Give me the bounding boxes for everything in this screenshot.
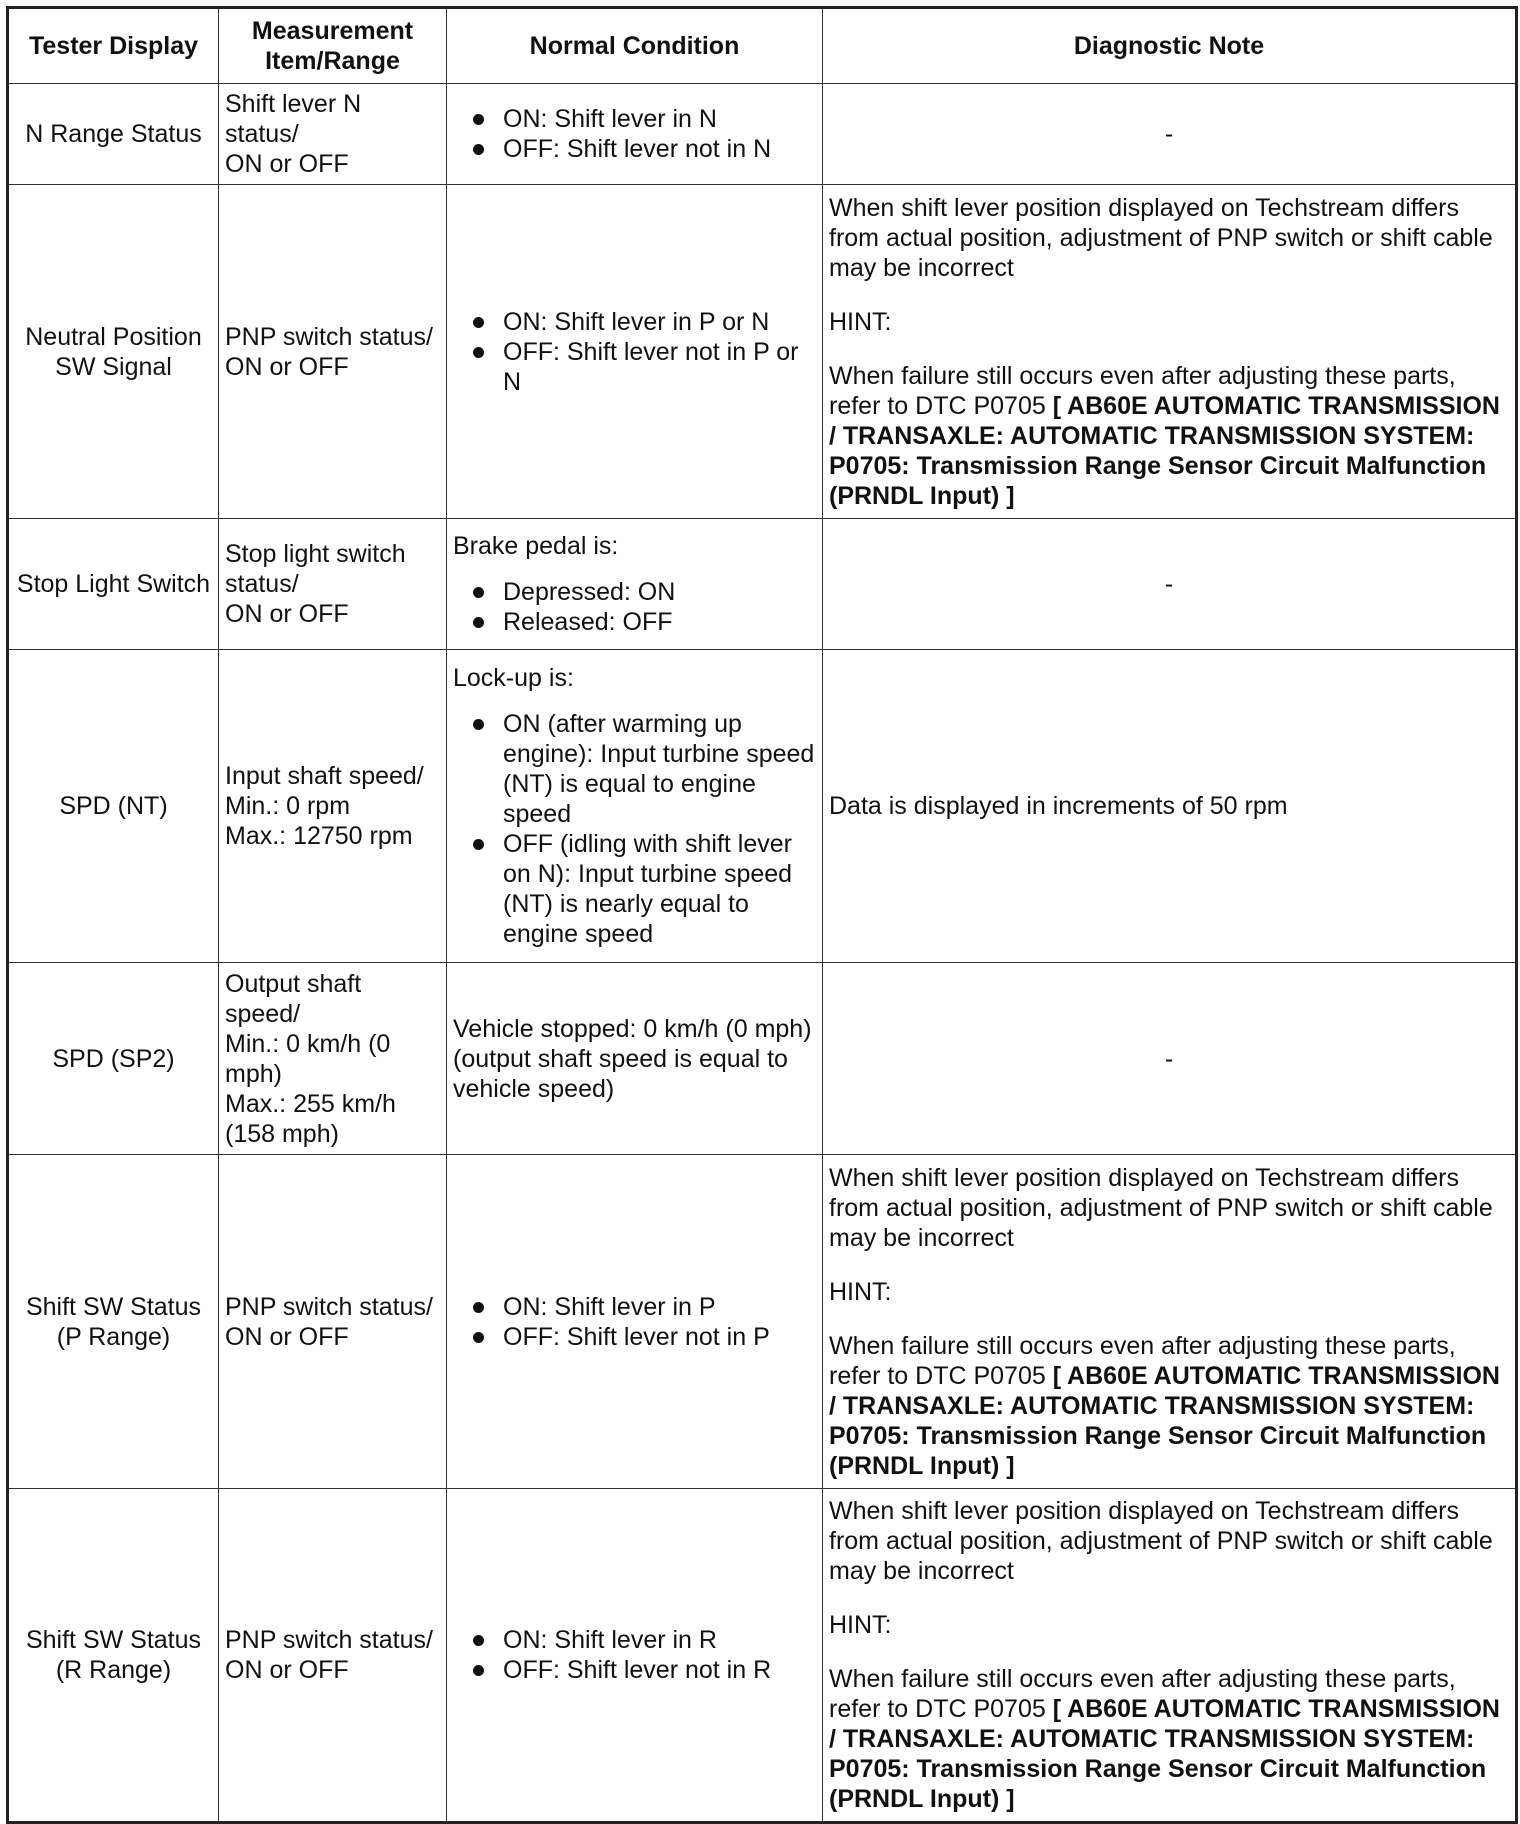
diagnostic-note-cell: -: [823, 519, 1517, 650]
list-item: ON: Shift lever in P or N: [453, 307, 816, 337]
measurement-cell: Shift lever N status/ ON or OFF: [219, 84, 447, 185]
list-item: Released: OFF: [453, 607, 816, 637]
diagnostic-data-table: [6, 6, 1518, 1824]
diagnostic-note-cell: -: [823, 84, 1517, 185]
tester-display-cell: Shift SW Status (R Range): [8, 1489, 219, 1823]
diagnostic-note-cell: Data is displayed in increments of 50 rpm: [823, 650, 1517, 963]
table-row: [8, 1489, 1517, 1823]
table-row: [8, 84, 1517, 185]
tester-display-cell: N Range Status: [8, 84, 219, 185]
table-row: [8, 650, 1517, 963]
header-diagnostic-note: Diagnostic Note: [823, 8, 1517, 84]
dtc-reference-link[interactable]: [ AB60E AUTOMATIC TRANSMISSION / TRANSAXLE: AUTOMATIC TRANSMISSION SYSTEM: P0705: Transmission Range Sensor Circuit Malfunction (PRNDL Input) ]: [829, 1695, 1500, 1813]
list-item: OFF: Shift lever not in R: [453, 1655, 816, 1685]
list-item: ON: Shift lever in N: [453, 104, 816, 134]
table-row: [8, 185, 1517, 519]
tester-display-cell: Neutral Position SW Signal: [8, 185, 219, 519]
measurement-cell: PNP switch status/ ON or OFF: [219, 185, 447, 519]
list-item: ON (after warming up engine): Input turbine speed (NT) is equal to engine speed: [453, 709, 816, 829]
measurement-cell: PNP switch status/ ON or OFF: [219, 1489, 447, 1823]
normal-condition-cell: [447, 84, 823, 185]
list-item: OFF: Shift lever not in N: [453, 134, 816, 164]
list-item: OFF (idling with shift lever on N): Input turbine speed (NT) is nearly equal to engine speed: [453, 829, 816, 949]
normal-condition-cell: [447, 185, 823, 519]
list-item: OFF: Shift lever not in P: [453, 1322, 816, 1352]
tester-display-cell: Stop Light Switch: [8, 519, 219, 650]
normal-condition-cell: [447, 1155, 823, 1489]
diagnostic-note-cell: -: [823, 963, 1517, 1155]
header-row: [8, 8, 1517, 84]
diagnostic-note-cell: When shift lever position displayed on Techstream differs from actual position, adjustment of PNP switch or shift cable may be incorrect HINT: When failure still occurs even after adjusting these parts, refer to DTC P0705 [ AB60E AUTOMATIC TRANSMISSION / TRANSAXLE: AUTOMATIC TRANSMISSION SYSTEM: P0705: Transmission Range Sensor Circuit Malfunction (PRNDL Input) ]: [823, 1489, 1517, 1823]
list-item: ON: Shift lever in P: [453, 1292, 816, 1322]
list-item: OFF: Shift lever not in P or N: [453, 337, 816, 397]
measurement-cell: Input shaft speed/ Min.: 0 rpm Max.: 12750 rpm: [219, 650, 447, 963]
normal-condition-cell: [447, 1489, 823, 1823]
dtc-reference-link[interactable]: [ AB60E AUTOMATIC TRANSMISSION / TRANSAXLE: AUTOMATIC TRANSMISSION SYSTEM: P0705: Transmission Range Sensor Circuit Malfunction (PRNDL Input) ]: [829, 391, 1500, 510]
normal-condition-cell: Lock-up is: ON (after warming up engine): Input turbine speed (NT) is equal to engine speed OFF (idling with shift lever on N): Input turbine speed (NT) is nearly equal to engine speed: [447, 650, 823, 963]
measurement-cell: Output shaft speed/ Min.: 0 km/h (0 mph) Max.: 255 km/h (158 mph): [219, 963, 447, 1155]
tester-display-cell: SPD (NT): [8, 650, 219, 963]
tester-display-cell: Shift SW Status (P Range): [8, 1155, 219, 1489]
diagnostic-note-cell: When shift lever position displayed on Techstream differs from actual position, adjustment of PNP switch or shift cable may be incorrect HINT: When failure still occurs even after adjusting these parts, refer to DTC P0705 [ AB60E AUTOMATIC TRANSMISSION / TRANSAXLE: AUTOMATIC TRANSMISSION SYSTEM: P0705: Transmission Range Sensor Circuit Malfunction (PRNDL Input) ]: [823, 185, 1517, 519]
table-row: [8, 963, 1517, 1155]
header-normal-condition: Normal Condition: [447, 8, 823, 84]
normal-condition-cell: Vehicle stopped: 0 km/h (0 mph) (output shaft speed is equal to vehicle speed): [447, 963, 823, 1155]
dtc-reference-link[interactable]: [ AB60E AUTOMATIC TRANSMISSION / TRANSAXLE: AUTOMATIC TRANSMISSION SYSTEM: P0705: Transmission Range Sensor Circuit Malfunction (PRNDL Input) ]: [829, 1361, 1500, 1480]
measurement-cell: PNP switch status/ ON or OFF: [219, 1155, 447, 1489]
header-tester-display: Tester Display: [8, 8, 219, 84]
list-item: Depressed: ON: [453, 577, 816, 607]
table-row: [8, 1155, 1517, 1489]
tester-display-cell: SPD (SP2): [8, 963, 219, 1155]
normal-condition-cell: Brake pedal is: Depressed: ON Released: OFF: [447, 519, 823, 650]
list-item: ON: Shift lever in R: [453, 1625, 816, 1655]
diagnostic-note-cell: When shift lever position displayed on Techstream differs from actual position, adjustment of PNP switch or shift cable may be incorrect HINT: When failure still occurs even after adjusting these parts, refer to DTC P0705 [ AB60E AUTOMATIC TRANSMISSION / TRANSAXLE: AUTOMATIC TRANSMISSION SYSTEM: P0705: Transmission Range Sensor Circuit Malfunction (PRNDL Input) ]: [823, 1155, 1517, 1489]
header-measurement-item: Measurement Item/Range: [219, 8, 447, 84]
measurement-cell: Stop light switch status/ ON or OFF: [219, 519, 447, 650]
table-row: [8, 519, 1517, 650]
